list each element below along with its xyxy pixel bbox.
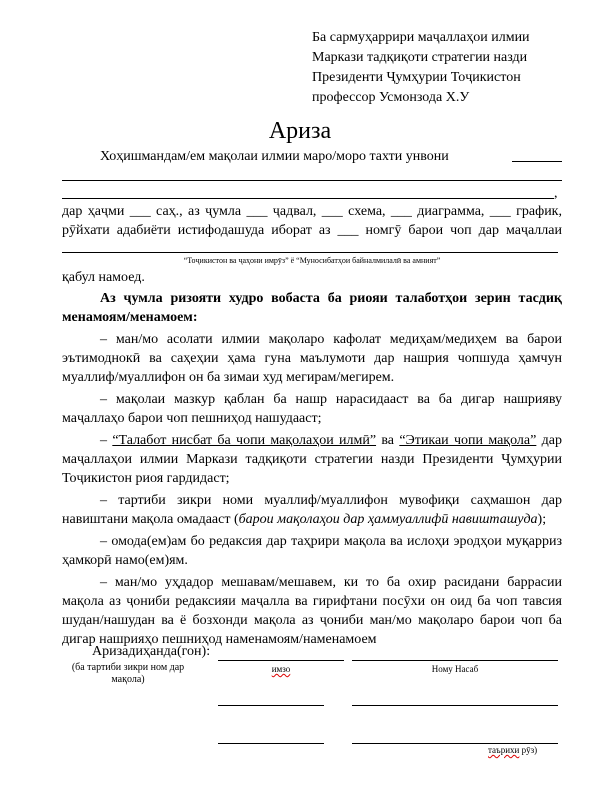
requirements-section xyxy=(62,289,562,649)
requirement-item xyxy=(62,431,562,488)
date-caption-text: рӯз) xyxy=(519,745,538,755)
name-line[interactable] xyxy=(352,705,558,706)
request-text: Хоҳишмандам/ем мақолаи илмии маро/моро тахти унвони xyxy=(100,149,449,164)
requirement-item xyxy=(62,491,562,529)
requirements-link[interactable]: “Талабот нисбат ба чопи мақолаҳои илмӣ” xyxy=(112,433,377,448)
requirement-item: – ман/мо асолати илмии мақоларо кафолат медиҳам/медиҳем ва барои эътимоднокӣ ва саҳеҳии ҳама гуна маълумоти дар нашрия чопшуда ҳамчун муаллиф/муаллифон он ба зимаи худ мегирам/мегирем. xyxy=(62,332,562,385)
document-title: Ариза xyxy=(268,118,332,144)
addressee-line: Маркази тадқиқоти стратегии назди xyxy=(312,50,528,65)
consent-statement: Аз ҷумла ризояти худро вобаста ба риояи талаботҳои зерин тасдиқ менамоям/менамоем: xyxy=(62,291,562,325)
addressee-line: профессор Усмонзода Х.У xyxy=(312,90,470,105)
journal-blank-line[interactable] xyxy=(62,252,558,253)
item-italic: барои мақолаҳои дар ҳаммуаллифӣ навишташуда xyxy=(238,512,538,527)
journal-options-caption: “Тоҷикистон ва ҷаҳони имрӯз” ё “Муносибатҳои байналмилалӣ ва амният” xyxy=(183,256,441,265)
addressee-line: Президенти Ҷумҳурии Тоҷикистон xyxy=(312,70,521,85)
signature-line[interactable] xyxy=(218,660,344,661)
request-bibliography-line: рӯйхати адабиёти истифодашуда иборат аз ___ номгӯ барои чоп дар маҷаллаи xyxy=(62,223,562,238)
applicant-note: (ба тартиби зикри ном дар мақола) xyxy=(71,662,185,685)
signature-line[interactable] xyxy=(218,705,324,706)
requirement-item: – мақолаи мазкур қаблан ба нашр нарасидааст ва ба дигар нашрияву маҷаллаҳо барои чоп пешниҳод нашудааст; xyxy=(62,392,562,426)
requirement-item: – омода(ем)ам бо редаксия дар таҳрири мақола ва ислоҳи эродҳои муқарриз ҳамкорӣ намо(ем)ям. xyxy=(62,534,562,568)
signature-caption xyxy=(218,664,344,674)
signature-line[interactable] xyxy=(218,743,324,744)
title-blank-line[interactable] xyxy=(62,198,554,199)
title-blank-line[interactable] xyxy=(512,161,562,162)
date-caption xyxy=(488,745,537,755)
item-text: – тартиби зикри номи муаллиф/муаллифон мувофиқи саҳмашон дар навиштани мақола омадааст ( xyxy=(62,493,562,527)
applicant-label: Аризадиҳанда(гон): xyxy=(92,644,211,659)
addressee-line: Ба сармуҳаррири маҷаллаҳои илмии xyxy=(312,30,530,45)
request-first-line xyxy=(62,147,562,166)
name-line[interactable] xyxy=(352,660,558,661)
item-dash: – xyxy=(100,433,113,448)
signature-caption-text: имзо xyxy=(271,664,291,674)
item-text: ); xyxy=(537,512,547,527)
title-blank-line[interactable] xyxy=(62,180,562,181)
ethics-link[interactable]: “Этикаи чопи мақола” xyxy=(399,433,537,448)
requirement-item: – ман/мо уҳдадор мешавам/мешавем, ки то ба охир расидани баррасии мақола аз ҷониби редаксияи маҷалла ва гирифтани посӯхи он оид ба чоп тавсия шудан/нашудан ва ё бозхонди мақола аз ҷониби ман/мо мақоларо барои чоп ба дигар нашрияҳо пешниҳод наменамоям/наменамоем xyxy=(62,575,562,647)
accept-line: қабул намоед. xyxy=(62,270,145,285)
item-text: дар маҷаллаҳои илмии Маркази тадқиқоти стратегии назди Президенти Ҷумҳурии Тоҷикистон риоя гардидаст; xyxy=(62,433,562,486)
comma: , xyxy=(554,186,558,201)
date-line[interactable] xyxy=(352,743,558,744)
item-text: ва xyxy=(376,433,400,448)
addressee-block xyxy=(312,28,582,108)
date-caption-text: таърихи xyxy=(488,745,520,755)
name-caption: Ному Насаб xyxy=(431,664,479,674)
request-size-line: дар ҳаҷми ___ саҳ., аз ҷумла ___ ҷадвал, ___ схема, ___ диаграмма, ___ график, xyxy=(62,204,562,219)
